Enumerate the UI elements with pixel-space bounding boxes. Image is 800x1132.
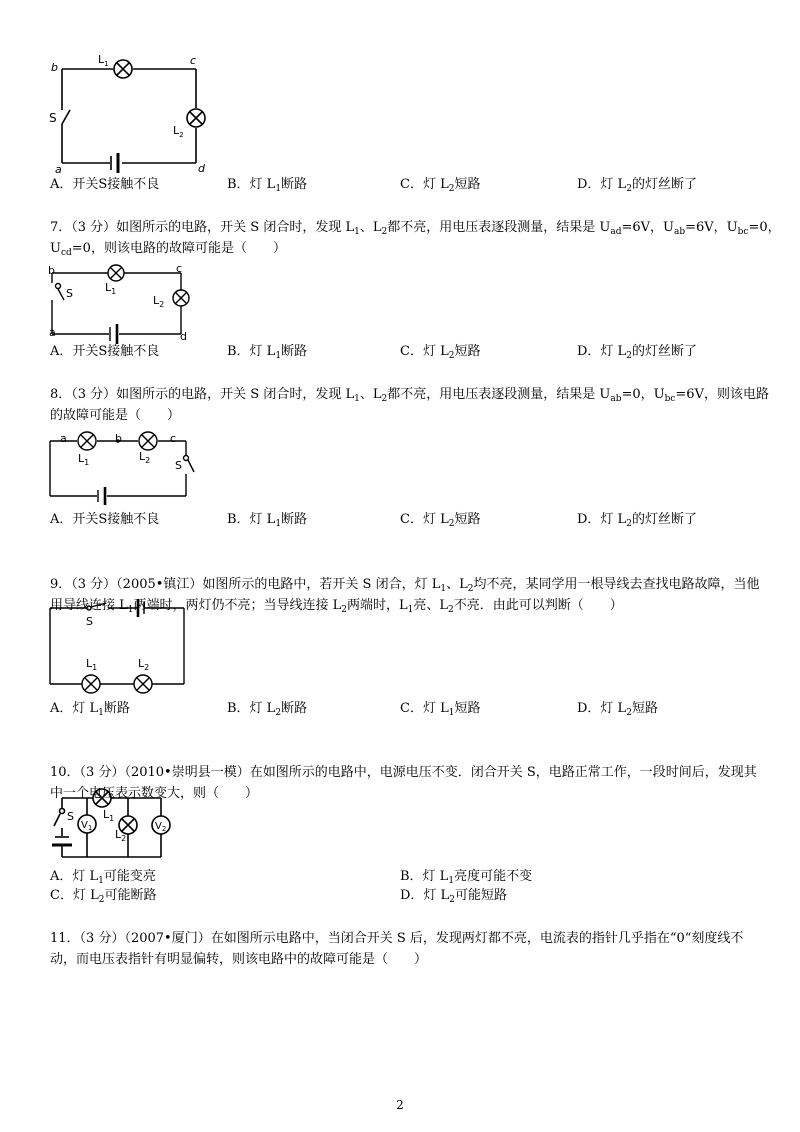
- q10-option-b[interactable]: B．灯 $L_1$亮度可能不变: [400, 869, 533, 886]
- q8-option-d[interactable]: D．灯 $L_2$的灯丝断了: [577, 512, 697, 529]
- switch-label: S: [86, 615, 93, 628]
- q10-option-d[interactable]: D．灯 $L_2$可能短路: [400, 888, 507, 905]
- lamp2-label: $L_2$: [173, 124, 184, 139]
- q6-option-d[interactable]: D．灯 $L_2$的灯丝断了: [577, 177, 697, 194]
- q6-option-b[interactable]: B．灯 $L_1$断路: [227, 177, 308, 194]
- q6-option-a[interactable]: A．开关S接触不良: [50, 177, 160, 192]
- lamp1-label: $L_1$: [78, 452, 90, 467]
- q8-stem-line2: 的故障可能是（ ）: [50, 408, 181, 423]
- page-number: 2: [396, 1098, 404, 1112]
- q10-option-c[interactable]: C．灯 $L_2$可能断路: [50, 888, 157, 905]
- q6-option-c[interactable]: C．灯 $L_2$短路: [400, 177, 481, 194]
- q8-stem-line1: 8．（3 分）如图所示的电路，开关 S 闭合时，发现 $L_1$、$L_2$都不亮，用电压表逐段测量，结果是 $U_{ab}=0$，$U_{bc}=6V$，则该电路: [50, 387, 769, 404]
- q9-option-c[interactable]: C．灯 $L_1$短路: [400, 701, 481, 718]
- q10-option-a[interactable]: A．灯 $L_1$可能变亮: [50, 869, 156, 886]
- voltmeter-v2-icon: $V_2$: [155, 821, 167, 833]
- q8-option-a[interactable]: A．开关S接触不良: [50, 512, 160, 527]
- q7-option-d[interactable]: D．灯 $L_2$的灯丝断了: [577, 344, 697, 361]
- node-label-b: b: [115, 432, 122, 445]
- q8-option-b[interactable]: B．灯 $L_1$断路: [227, 512, 308, 529]
- node-label-d: d: [180, 330, 187, 343]
- node-label-b: b: [51, 61, 58, 74]
- q7-stem-line2: $U_{cd}=0$，则该电路的故障可能是（ ）: [50, 241, 286, 258]
- q8-option-c[interactable]: C．灯 $L_2$短路: [400, 512, 481, 529]
- switch-label: S: [67, 810, 74, 823]
- node-label-a: a: [60, 432, 67, 445]
- node-label-c: c: [170, 432, 177, 445]
- lamp2-label: $L_2$: [153, 294, 165, 309]
- node-label-c: c: [176, 262, 183, 275]
- lamp1-label: $L_1$: [103, 808, 115, 823]
- q9-option-b[interactable]: B．灯 $L_2$断路: [227, 701, 308, 718]
- lamp2-label: $L_2$: [139, 450, 151, 465]
- switch-label: S: [49, 111, 57, 125]
- voltmeter-v1-icon: $V_1$: [81, 820, 93, 832]
- node-label-a: a: [55, 163, 62, 176]
- q10-stem-line1: 10．（3 分）（2010•崇明县一模）在如图所示的电路中，电源电压不变．闭合开关 S，电路正常工作，一段时间后，发现其: [50, 765, 757, 780]
- q7-option-c[interactable]: C．灯 $L_2$短路: [400, 344, 481, 361]
- q9-option-d[interactable]: D．灯 $L_2$短路: [577, 701, 658, 718]
- switch-label: S: [175, 459, 182, 472]
- q7-stem-line1: 7．（3 分）如图所示的电路，开关 S 闭合时，发现 $L_1$、$L_2$都不亮，用电压表逐段测量，结果是 $U_{ad}=6V$，$U_{ab}=6V$，$U_{bc}=0$，: [50, 220, 781, 237]
- node-label-c: c: [190, 54, 197, 67]
- q11-stem-line1: 11．（3 分）（2007•厦门）在如图所示电路中，当闭合开关 S 后，发现两灯都不亮，电流表的指针几乎指在“0“刻度线不: [50, 931, 744, 946]
- lamp1-label: $L_1$: [86, 657, 98, 672]
- q10-stem-line2: 中一个电压表示数变大，则（ ）: [50, 786, 259, 801]
- node-label-a: a: [49, 326, 56, 339]
- node-label-b: b: [48, 264, 55, 277]
- node-label-d: d: [198, 162, 205, 175]
- q9-stem-line2: 用导线连接 $L_1$两端时，两灯仍不亮；当导线连接 $L_2$两端时，$L_1$亮、$L_2$不亮．由此可以判断（ ）: [50, 598, 623, 615]
- lamp2-label: $L_2$: [115, 828, 127, 843]
- q9-option-a[interactable]: A．灯 $L_1$断路: [50, 701, 130, 718]
- lamp2-label: $L_2$: [138, 657, 150, 672]
- lamp1-label: $L_1$: [105, 281, 117, 296]
- q7-option-b[interactable]: B．灯 $L_1$断路: [227, 344, 308, 361]
- switch-label: S: [66, 287, 73, 300]
- q7-option-a[interactable]: A．开关S接触不良: [50, 344, 160, 359]
- q9-stem-line1: 9．（3 分）（2005•镇江）如图所示的电路中，若开关 S 闭合，灯 $L_1$、$L_2$均不亮，某同学用一根导线去查找电路故障，当他: [50, 577, 760, 594]
- q11-stem-line2: 动，而电压表指针有明显偏转，则该电路中的故障可能是（ ）: [50, 952, 428, 967]
- lamp1-label: $L_1$: [98, 53, 109, 68]
